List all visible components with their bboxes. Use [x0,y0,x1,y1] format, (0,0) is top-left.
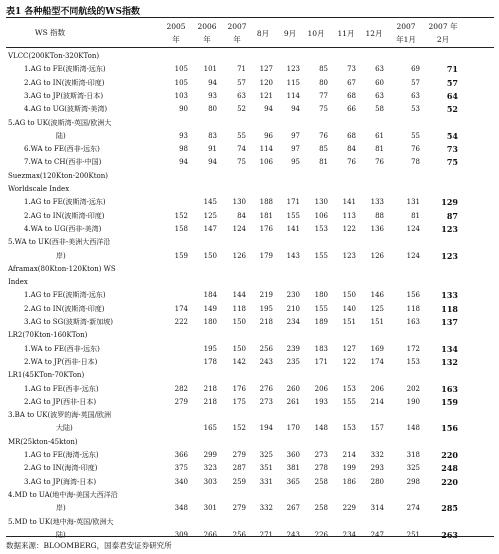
table-cell: 96 [264,131,273,140]
table-cell: 332 [370,451,384,459]
table-cell: 136 [370,224,384,233]
row-label: 4.AG to UG(波斯湾-美湾) [24,105,108,114]
table-cell: 171 [314,357,328,366]
table-cell: 55 [237,131,246,140]
table-cell: 105 [174,78,188,87]
table-cell: 210 [286,304,300,313]
row-label: 岸) [56,251,66,260]
table-cell: 122 [342,357,356,366]
table-cell: 230 [286,291,300,300]
table-cell: 226 [314,530,328,539]
table-cell: 73 [446,144,458,155]
header-col-4: 9月 [283,29,297,38]
table-cell: 151 [370,318,384,326]
table-cell: 87 [446,210,458,221]
table-cell: 67 [347,78,356,87]
table-cell: 124 [406,251,420,260]
table-cell: 134 [441,343,458,354]
table-cell: 157 [370,424,384,433]
table-cell: 206 [370,384,384,393]
table-cell: 131 [406,198,420,207]
table-cell: 298 [406,477,420,486]
table-cell: 375 [174,464,188,473]
table-cell: 194 [259,424,273,433]
table-cell: 80 [319,78,328,87]
table-cell: 63 [237,91,246,100]
table-cell: 219 [259,291,273,300]
table-cell: 122 [342,224,356,233]
table-cell: 83 [208,131,217,140]
table-cell: 132 [441,356,458,367]
table-cell: 123 [342,251,356,260]
table-cell: 153 [314,224,328,233]
table-cell: 97 [291,145,300,154]
table-cell: 55 [411,131,420,140]
table-cell: 57 [446,77,458,88]
row-label: 2.AG to IN(波斯湾-印度) [24,211,105,220]
row-label: 1.AG to FE(西非-远东) [24,384,99,393]
table-cell: 332 [259,504,273,513]
table-cell: 71 [446,64,458,75]
table-cell: 206 [314,384,328,393]
table-cell: 273 [259,397,273,406]
table-title: 表1 各种船型不同航线的WS指数 [6,7,141,17]
table-cell: 94 [264,105,273,114]
table-cell: 85 [319,145,328,154]
table-cell: 95 [291,158,300,167]
table-cell: 259 [232,477,246,486]
row-label: 2.AG to IN(波斯湾-印度) [24,78,105,87]
table-cell: 76 [411,145,420,154]
table-cell: 71 [237,65,246,74]
table-cell: 222 [174,318,188,326]
table-cell: 106 [314,211,328,220]
table-cell: 189 [314,318,328,326]
table-cell: 180 [203,318,217,326]
table-cell: 261 [286,397,300,406]
table-cell: 163 [441,383,458,394]
table-cell: 170 [286,424,300,433]
table-cell: 202 [406,384,420,393]
table-cell: 113 [342,211,356,220]
table-cell: 77 [319,91,328,100]
table-cell: 279 [174,397,188,406]
table-cell: 150 [232,318,246,326]
table-cell: 256 [259,344,273,353]
table-cell: 120 [259,78,273,87]
row-label: 3.AG to SG(波斯湾-新加坡) [24,318,114,326]
row-label: 1.AG to FE(波斯湾-远东) [24,65,106,74]
table-cell: 76 [319,131,328,140]
row-label: 3.BA to UK(波罗的海-英国/欧洲 [8,411,111,420]
table-cell: 118 [232,304,246,313]
table-cell: 199 [342,464,356,473]
table-cell: 156 [406,291,420,300]
table-cell: 152 [174,211,188,220]
header-col-7: 12月 [365,29,383,38]
table-cell: 258 [314,477,328,486]
row-label: 4.MD to UA(地中海-美国大西洋沿 [8,490,118,499]
table-cell: 118 [441,303,458,314]
header-col-1: 2006 年 [197,22,217,44]
table-cell: 155 [314,251,328,260]
table-cell: 97 [291,131,300,140]
table-cell: 58 [375,105,384,114]
row-label: VLCC(200KTon-320KTon) [8,52,100,60]
table-cell: 178 [203,357,217,366]
row-label: 1.AG to FE(波斯湾-远东) [24,291,106,300]
table-cell: 314 [370,504,384,513]
table-cell: 114 [286,91,300,100]
table-cell: 152 [232,424,246,433]
table-cell: 73 [347,65,356,74]
table-cell: 276 [259,384,273,393]
bottom-rule [6,536,494,537]
table-cell: 123 [441,250,458,261]
table-cell: 293 [370,464,384,473]
header-col-0: 2005 年 [166,22,186,44]
table-cell: 94 [208,158,217,167]
row-label: 5.MD to UK(地中海-英国/欧洲大 [8,517,114,526]
table-cell: 57 [411,78,420,87]
header-col-5: 10月 [307,29,325,38]
table-cell: 52 [237,105,246,114]
table-cell: 91 [208,145,217,154]
table-cell: 176 [259,224,273,233]
header-col-6: 11月 [337,29,355,38]
table-cell: 155 [342,397,356,406]
table-cell: 331 [259,477,273,486]
table-cell: 239 [286,344,300,353]
table-cell: 195 [259,304,273,313]
row-label: 3.AG to JP(海湾-日本) [24,477,97,486]
table-cell: 52 [446,104,458,115]
table-cell: 303 [203,477,217,486]
table-cell: 76 [347,158,356,167]
table-cell: 137 [441,317,458,327]
row-label: LR2(70Kton-160KTon) [8,331,88,340]
table-cell: 121 [259,91,273,100]
table-cell: 63 [375,91,384,100]
row-label: 岸) [56,504,66,513]
table-cell: 114 [259,145,273,154]
table-cell: 172 [406,344,420,353]
table-cell: 94 [179,158,188,167]
table-cell: 98 [179,145,188,154]
table-cell: 80 [208,105,217,114]
table-cell: 125 [203,211,217,220]
table-cell: 184 [203,291,217,300]
table-cell: 93 [208,91,217,100]
table-cell: 158 [174,224,188,233]
table-cell: 69 [411,65,420,74]
row-label: LR1(45KTon-70KTon) [8,371,85,380]
table-cell: 280 [370,477,384,486]
table-cell: 218 [259,318,273,326]
table-cell: 118 [406,304,420,313]
table-cell: 271 [259,530,273,539]
table-cell: 218 [203,384,217,393]
table-cell: 74 [237,145,246,154]
table-cell: 66 [347,105,356,114]
table-cell: 148 [314,424,328,433]
table-cell: 81 [375,145,384,154]
table-cell: 258 [314,504,328,513]
table-cell: 243 [259,357,273,366]
table-cell: 75 [446,157,458,168]
row-label: 3.AG to JP(波斯湾-日本) [24,91,104,100]
table-cell: 133 [370,198,384,207]
table-cell: 282 [174,384,188,393]
table-cell: 381 [286,464,300,473]
table-cell: 60 [375,78,384,87]
table-cell: 75 [237,158,246,167]
table-cell: 174 [174,304,188,313]
table-cell: 149 [203,304,217,313]
table-cell: 234 [342,530,356,539]
table-cell: 247 [370,530,384,539]
table-cell: 101 [203,65,217,74]
table-cell: 299 [203,451,217,459]
table-cell: 190 [406,397,420,406]
table-cell: 129 [441,197,458,208]
table-cell: 133 [441,290,458,301]
table-cell: 148 [406,424,420,433]
table-cell: 126 [232,251,246,260]
table-cell: 61 [375,131,384,140]
table-cell: 150 [203,251,217,260]
table-cell: 141 [342,198,356,207]
table-cell: 301 [203,504,217,513]
table-cell: 220 [441,450,458,460]
table-cell: 68 [347,131,356,140]
header-label: WS 指数 [34,28,66,37]
table-cell: 163 [406,318,420,326]
table-cell: 155 [314,304,328,313]
table-cell: 84 [347,145,356,154]
row-label: Index [8,278,28,287]
table-cell: 75 [319,105,328,114]
table-cell: 180 [314,291,328,300]
table-cell: 263 [441,529,458,540]
table-cell: 267 [286,504,300,513]
table-cell: 124 [232,224,246,233]
table-cell: 273 [314,451,328,459]
table-cell: 309 [174,530,188,539]
table-cell: 125 [370,304,384,313]
table-cell: 143 [286,251,300,260]
table-cell: 64 [446,90,458,101]
table-cell: 140 [342,304,356,313]
row-label: 2.AG to IN(海湾-印度) [24,464,98,473]
row-label: 6.WA to FE(西非-远东) [24,145,100,154]
table-cell: 318 [406,451,420,459]
table-cell: 144 [232,291,246,300]
table-cell: 76 [375,158,384,167]
source-note: 数据来源：BLOOMBERG，国泰君安证券研究所 [6,541,172,550]
table-cell: 127 [342,344,356,353]
table-cell: 156 [441,423,458,434]
table-cell: 94 [291,105,300,114]
table-cell: 366 [174,451,188,459]
table-cell: 53 [411,105,420,114]
table-cell: 183 [314,344,328,353]
table-cell: 229 [342,504,356,513]
table-cell: 220 [441,476,458,487]
table-cell: 360 [286,451,300,459]
table-cell: 193 [314,397,328,406]
row-label: 5.AG to UK(波斯湾-英国/欧洲大 [8,118,112,127]
table-cell: 279 [232,451,246,459]
table-cell: 235 [286,357,300,366]
table-cell: 127 [259,65,273,74]
row-label: 1.AG to FE(海湾-远东) [24,451,99,459]
table-cell: 266 [203,530,217,539]
table-cell: 54 [446,130,458,141]
row-label: Suezmax(120Kton-200Kton) [8,171,108,180]
table-cell: 142 [232,357,246,366]
table-cell: 325 [406,464,420,473]
table-cell: 105 [174,65,188,74]
table-cell: 93 [179,131,188,140]
table-cell: 287 [232,464,246,473]
table-cell: 88 [375,211,384,220]
table-cell: 123 [441,223,458,234]
header-col-8: 2007 年1月 [396,22,416,44]
row-label: 2.WA to JP(西非-日本) [24,357,98,366]
table-cell: 126 [370,251,384,260]
table-cell: 130 [232,198,246,207]
row-label: 1.WA to FE(西非-远东) [24,344,100,353]
table-cell: 274 [406,504,420,513]
table-cell: 68 [347,91,356,100]
table-cell: 124 [406,224,420,233]
row-label: Worldscale Index [8,185,70,193]
table-cell: 141 [286,224,300,233]
table-cell: 81 [411,211,420,220]
table-cell: 150 [342,291,356,300]
row-label: 陆) [56,530,66,539]
table-cell: 248 [441,463,458,474]
table-cell: 174 [370,357,384,366]
row-label: 7.WA to CH(西非-中国) [24,158,102,167]
table-cell: 278 [314,464,328,473]
table-cell: 147 [203,224,217,233]
row-label: 4.WA to UG(西非-美湾) [24,224,102,233]
row-label: 5.WA to UK(西非-美洲大西洋沿 [8,238,111,247]
table-cell: 57 [237,78,246,87]
table-cell: 243 [286,530,300,539]
table-cell: 145 [203,198,217,207]
table-cell: 348 [174,504,188,513]
table-cell: 153 [342,424,356,433]
table-cell: 260 [286,384,300,393]
table-cell: 146 [370,291,384,300]
row-label: 2.AG to IN(波斯湾-印度) [24,304,105,313]
row-label: 大陆) [56,424,73,433]
table-cell: 165 [203,424,217,433]
table-cell: 171 [286,198,300,207]
table-cell: 159 [441,396,458,407]
table-cell: 130 [314,198,328,207]
header-col-2: 2007 年 [227,22,247,44]
row-label: 陆) [56,131,66,140]
row-label: 2.AG to JP(西非-日本) [24,397,97,406]
table-cell: 340 [174,477,188,486]
table-cell: 234 [286,318,300,326]
table-cell: 123 [286,65,300,74]
table-cell: 94 [208,78,217,87]
table-cell: 103 [174,91,188,100]
table-cell: 81 [319,158,328,167]
table-cell: 159 [174,251,188,260]
table-cell: 365 [286,477,300,486]
table-cell: 251 [406,530,420,539]
table-cell: 169 [370,344,384,353]
header-col-3: 8月 [256,29,270,38]
table-cell: 181 [259,211,273,220]
table-cell: 218 [203,397,217,406]
table-cell: 90 [179,105,188,114]
table-cell: 325 [259,451,273,459]
table-cell: 63 [375,65,384,74]
table-cell: 186 [342,477,356,486]
table-cell: 175 [232,397,246,406]
row-label: 1.AG to FE(波斯湾-远东) [24,198,106,207]
table-cell: 150 [232,344,246,353]
table-cell: 195 [203,344,217,353]
top-rule [6,17,494,18]
table-cell: 84 [237,211,246,220]
row-label: MR(25kton-45kton) [8,437,78,446]
table-cell: 351 [259,464,273,473]
table-cell: 256 [232,530,246,539]
table-cell: 323 [203,464,217,473]
table-cell: 85 [319,65,328,74]
table-cell: 188 [259,198,273,207]
table-cell: 279 [232,504,246,513]
table-cell: 176 [232,384,246,393]
header-rule [6,47,494,48]
table-cell: 155 [286,211,300,220]
table-cell: 214 [342,451,356,459]
table-cell: 151 [342,318,356,326]
table-cell: 285 [441,503,458,514]
header-col-9: 2007 年 2月 [428,22,458,44]
table-cell: 153 [342,384,356,393]
table-cell: 214 [370,397,384,406]
table-cell: 63 [411,91,420,100]
table-cell: 179 [259,251,273,260]
table-cell: 153 [406,357,420,366]
row-label: Aframax(80Kton-120Kton) WS [8,264,116,273]
table-cell: 115 [286,78,300,87]
table-cell: 78 [411,158,420,167]
table-cell: 106 [259,158,273,167]
